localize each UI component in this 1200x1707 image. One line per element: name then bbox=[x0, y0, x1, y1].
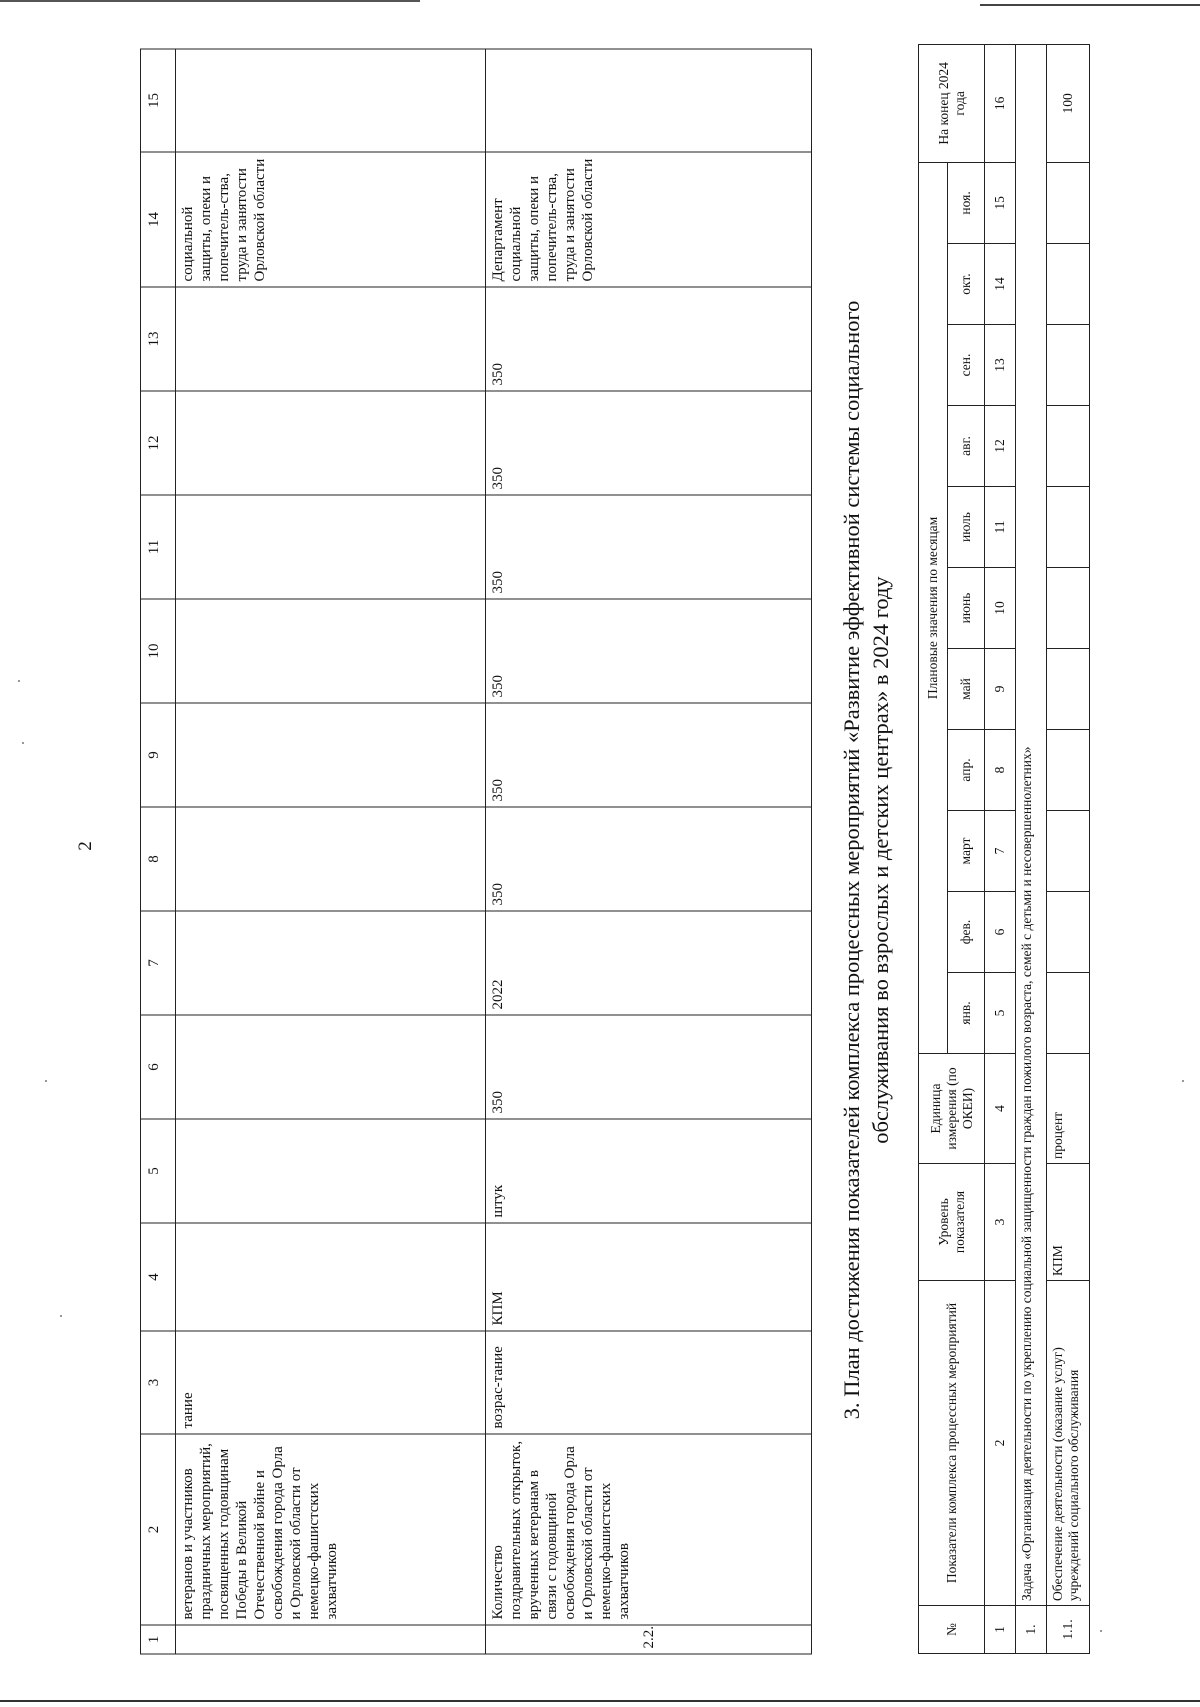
value-cell: 350 bbox=[486, 807, 812, 911]
unit-header: Единица измерения (по ОКЕИ) bbox=[919, 1054, 985, 1164]
month-header: фев. bbox=[948, 892, 985, 973]
month-header: ноя. bbox=[948, 162, 985, 243]
row-number-cell bbox=[176, 1625, 486, 1654]
col-number-cell: 8 bbox=[141, 807, 176, 911]
col-number-cell: 3 bbox=[985, 1164, 1016, 1281]
scan-edge-line bbox=[980, 4, 1200, 6]
col-number-cell: 15 bbox=[985, 162, 1016, 243]
value-cell bbox=[176, 807, 486, 911]
col-number-cell: 3 bbox=[141, 1331, 176, 1434]
month-value-cell bbox=[1047, 162, 1090, 243]
value-cell bbox=[176, 703, 486, 807]
year-cell bbox=[176, 911, 486, 1015]
col-number-cell: 4 bbox=[985, 1054, 1016, 1164]
value-cell: 350 bbox=[486, 495, 812, 599]
month-value-cell bbox=[1047, 325, 1090, 406]
col-number-cell: 13 bbox=[985, 325, 1016, 406]
scan-edge-line bbox=[0, 1700, 1200, 1702]
section-title: 3. План достижения показателей комплекса процессных мероприятий «Развитие эффективной системы социального обслуживания во взрослых и детских центрах» в 2024 году bbox=[839, 300, 893, 1420]
planned-values-header: Плановые значения по месяцам bbox=[919, 162, 948, 1053]
table2-region bbox=[918, 64, 1156, 1654]
col-number-cell: 11 bbox=[141, 495, 176, 599]
col-number-cell: 5 bbox=[985, 973, 1016, 1054]
month-header: июнь bbox=[948, 568, 985, 649]
value-cell bbox=[176, 495, 486, 599]
col-number-cell: 7 bbox=[141, 911, 176, 1015]
col-number-cell: 12 bbox=[141, 391, 176, 495]
value-cell: 350 bbox=[486, 703, 812, 807]
month-value-cell bbox=[1047, 487, 1090, 568]
month-value-cell bbox=[1047, 730, 1090, 811]
col-number-cell: 9 bbox=[985, 649, 1016, 730]
year-end-header: На конец 2024 года bbox=[919, 44, 985, 162]
value-cell bbox=[176, 1015, 486, 1119]
indicator-name-cell: Обеспечение деятельности (оказание услуг) учреждений социального обслуживания bbox=[1047, 1281, 1090, 1606]
level-header: Уровень показателя bbox=[919, 1164, 985, 1281]
month-header: апр. bbox=[948, 730, 985, 811]
task-text: Задача «Организация деятельности по укреплению социальной защищенности граждан пожилого возраста, семей с детьми и несовершеннолетних» bbox=[1016, 44, 1047, 1605]
trend-cell: возрас-тание bbox=[486, 1331, 812, 1434]
value-cell bbox=[176, 391, 486, 495]
unit-cell: процент bbox=[1047, 1054, 1090, 1164]
indicator-name-cell: Количество поздравительных открыток, врученных ветеранам в связи с годовщиной освобождения города Орла и Орловской области от немецко-фашистских захватчиков bbox=[486, 1434, 812, 1625]
scan-speck bbox=[60, 1315, 62, 1317]
table1-header-row bbox=[141, 49, 176, 1654]
year-end-value-cell: 100 bbox=[1047, 44, 1090, 162]
responsible-cell: Департамент социальной защиты, опеки и попечитель-ства, труда и занятости Орловской области bbox=[486, 152, 812, 287]
row-number-cell: 1.1. bbox=[1047, 1606, 1090, 1654]
col-number-cell: 16 bbox=[985, 44, 1016, 162]
scan-speck bbox=[18, 680, 20, 682]
month-header: янв. bbox=[948, 973, 985, 1054]
value-cell bbox=[176, 599, 486, 703]
extra-cell bbox=[176, 49, 486, 152]
unit-cell bbox=[176, 1119, 486, 1223]
scan-speck bbox=[22, 742, 24, 744]
indicator-name-cell: ветеранов и участников праздничных мероприятий, посвященных годовщинам Победы в Великой Отечественной войне и освобождения города Орла и Орловской области от немецко-фашистских захватчиков bbox=[176, 1434, 486, 1625]
unit-cell: штук bbox=[486, 1119, 812, 1223]
col-number-cell: 10 bbox=[985, 568, 1016, 649]
month-value-cell bbox=[1047, 406, 1090, 487]
col-number-cell: 13 bbox=[141, 287, 176, 391]
responsible-cell: социальной защиты, опеки и попечитель-ства, труда и занятости Орловской области bbox=[176, 152, 486, 287]
extra-cell bbox=[486, 49, 812, 152]
trend-cell: тание bbox=[176, 1331, 486, 1434]
month-header: окт. bbox=[948, 244, 985, 325]
col-number-cell: 4 bbox=[141, 1223, 176, 1331]
indicator-header: Показатели комплекса процессных мероприятий bbox=[919, 1281, 985, 1606]
value-cell: 350 bbox=[486, 287, 812, 391]
col-number-cell: 1 bbox=[141, 1625, 176, 1654]
no-header: № bbox=[919, 1606, 985, 1654]
task-number: 1. bbox=[1016, 1606, 1047, 1654]
month-header: март bbox=[948, 811, 985, 892]
col-number-cell: 14 bbox=[985, 244, 1016, 325]
col-number-cell: 14 bbox=[141, 152, 176, 287]
task-row bbox=[1016, 44, 1047, 1653]
table-row bbox=[176, 49, 486, 1654]
month-value-cell bbox=[1047, 649, 1090, 730]
year-cell: 2022 bbox=[486, 911, 812, 1015]
table2-header-row bbox=[919, 44, 948, 1653]
col-number-cell: 6 bbox=[141, 1015, 176, 1119]
col-number-cell: 2 bbox=[985, 1281, 1016, 1606]
month-value-cell bbox=[1047, 811, 1090, 892]
col-number-cell: 2 bbox=[141, 1434, 176, 1625]
table-row bbox=[1047, 44, 1090, 1653]
month-value-cell bbox=[1047, 892, 1090, 973]
row-number-cell: 2.2. bbox=[486, 1625, 812, 1654]
value-cell bbox=[176, 287, 486, 391]
month-value-cell bbox=[1047, 973, 1090, 1054]
month-header: сен. bbox=[948, 325, 985, 406]
table-row bbox=[486, 49, 812, 1654]
col-number-cell: 6 bbox=[985, 892, 1016, 973]
page-number: 2 bbox=[75, 841, 96, 851]
table1-region bbox=[140, 49, 802, 1654]
col-number-cell: 5 bbox=[141, 1119, 176, 1223]
scan-edge-line bbox=[0, 0, 420, 2]
col-number-cell: 11 bbox=[985, 487, 1016, 568]
month-header: май bbox=[948, 649, 985, 730]
month-header: авг. bbox=[948, 406, 985, 487]
col-number-cell: 10 bbox=[141, 599, 176, 703]
col-number-cell: 8 bbox=[985, 730, 1016, 811]
value-cell: 350 bbox=[486, 599, 812, 703]
level-cell: КПМ bbox=[486, 1223, 812, 1331]
col-number-cell: 9 bbox=[141, 703, 176, 807]
section3-title-region bbox=[826, 60, 906, 1660]
month-value-cell bbox=[1047, 568, 1090, 649]
month-value-cell bbox=[1047, 244, 1090, 325]
scan-speck bbox=[45, 1080, 47, 1082]
month-header: июль bbox=[948, 487, 985, 568]
col-number-cell: 7 bbox=[985, 811, 1016, 892]
monthly-plan-table bbox=[918, 44, 1090, 1654]
column-numbers-row bbox=[985, 44, 1016, 1653]
level-cell bbox=[176, 1223, 486, 1331]
value-cell: 350 bbox=[486, 1015, 812, 1119]
value-cell: 350 bbox=[486, 391, 812, 495]
col-number-cell: 1 bbox=[985, 1606, 1016, 1654]
col-number-cell: 15 bbox=[141, 49, 176, 152]
scan-speck bbox=[1182, 1080, 1184, 1082]
col-number-cell: 12 bbox=[985, 406, 1016, 487]
level-cell: КПМ bbox=[1047, 1164, 1090, 1281]
indicators-table bbox=[140, 48, 812, 1654]
